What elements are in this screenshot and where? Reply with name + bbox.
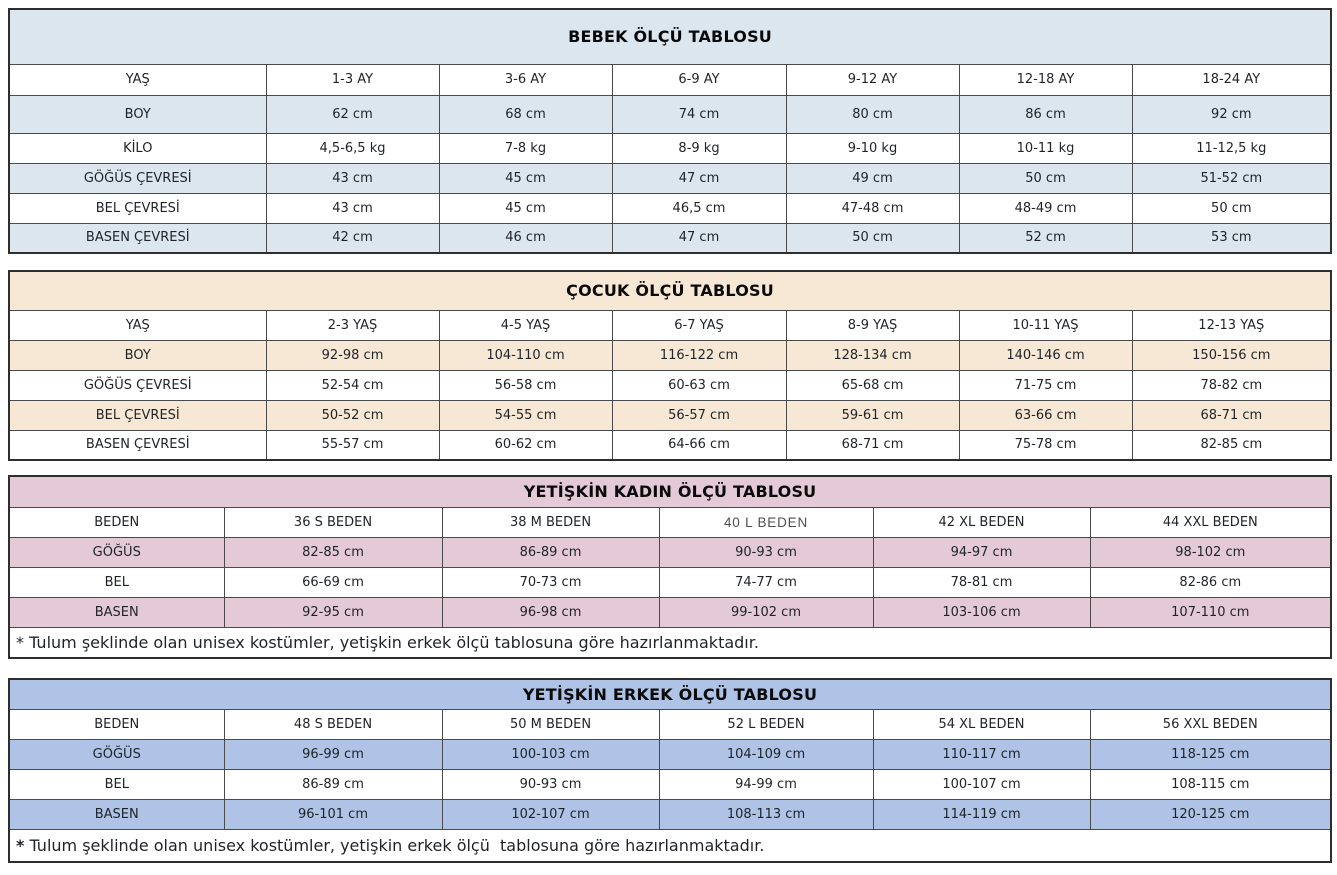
baby-size-table — [8, 8, 1332, 254]
header-value: 36 S BEDEN — [224, 507, 442, 537]
table-row — [9, 95, 1331, 133]
row-value: 150-156 cm — [1132, 340, 1331, 370]
table-row — [9, 537, 1331, 567]
row-label: GÖĞÜS — [9, 739, 224, 769]
row-value: 82-86 cm — [1090, 567, 1331, 597]
row-value: 45 cm — [439, 163, 612, 193]
header-value: 1-3 AY — [266, 64, 439, 95]
table-row — [9, 193, 1331, 223]
row-value: 10-11 kg — [959, 133, 1132, 163]
header-value: 4-5 YAŞ — [439, 310, 612, 340]
adult-women-size-table-title-row — [9, 476, 1331, 507]
header-value: 9-12 AY — [786, 64, 959, 95]
row-value: 92 cm — [1132, 95, 1331, 133]
row-value: 80 cm — [786, 95, 959, 133]
table-row — [9, 430, 1331, 460]
adult-men-size-table-header-row — [9, 709, 1331, 739]
footnote-asterisk: * — [16, 632, 24, 652]
header-value: 6-9 AY — [612, 64, 786, 95]
row-value: 9-10 kg — [786, 133, 959, 163]
row-value: 74-77 cm — [659, 567, 873, 597]
row-value: 86-89 cm — [224, 769, 442, 799]
row-value: 92-98 cm — [266, 340, 439, 370]
adult-women-size-table-header-row — [9, 507, 1331, 537]
table-title: BEBEK ÖLÇÜ TABLOSU — [9, 9, 1331, 64]
row-value: 49 cm — [786, 163, 959, 193]
row-value: 108-113 cm — [659, 799, 873, 829]
row-value: 50-52 cm — [266, 400, 439, 430]
row-value: 48-49 cm — [959, 193, 1132, 223]
row-value: 8-9 kg — [612, 133, 786, 163]
row-value: 110-117 cm — [873, 739, 1090, 769]
row-value: 108-115 cm — [1090, 769, 1331, 799]
row-value: 55-57 cm — [266, 430, 439, 460]
row-value: 103-106 cm — [873, 597, 1090, 627]
row-label: BASEN — [9, 799, 224, 829]
row-value: 120-125 cm — [1090, 799, 1331, 829]
row-label: GÖĞÜS — [9, 537, 224, 567]
row-value: 70-73 cm — [442, 567, 659, 597]
header-value: 12-18 AY — [959, 64, 1132, 95]
child-size-table-header-row — [9, 310, 1331, 340]
child-size-table-title-row — [9, 271, 1331, 310]
row-value: 51-52 cm — [1132, 163, 1331, 193]
table-title: YETİŞKİN ERKEK ÖLÇÜ TABLOSU — [9, 679, 1331, 709]
header-value: 56 XXL BEDEN — [1090, 709, 1331, 739]
row-value: 107-110 cm — [1090, 597, 1331, 627]
row-value: 60-62 cm — [439, 430, 612, 460]
row-label: BOY — [9, 340, 266, 370]
table-row — [9, 799, 1331, 829]
row-value: 116-122 cm — [612, 340, 786, 370]
adult-men-size-table — [8, 678, 1332, 863]
table-row — [9, 597, 1331, 627]
row-value: 68 cm — [439, 95, 612, 133]
size-tables-page — [8, 8, 1330, 863]
adult-men-size-table-title-row — [9, 679, 1331, 709]
row-value: 52-54 cm — [266, 370, 439, 400]
row-value: 99-102 cm — [659, 597, 873, 627]
row-value: 4,5-6,5 kg — [266, 133, 439, 163]
row-value: 63-66 cm — [959, 400, 1132, 430]
footnote — [9, 627, 1331, 658]
row-value: 66-69 cm — [224, 567, 442, 597]
header-value: 8-9 YAŞ — [786, 310, 959, 340]
row-label: BASEN ÇEVRESİ — [9, 223, 266, 253]
row-value: 96-99 cm — [224, 739, 442, 769]
row-value: 114-119 cm — [873, 799, 1090, 829]
row-value: 11-12,5 kg — [1132, 133, 1331, 163]
row-value: 53 cm — [1132, 223, 1331, 253]
table-row — [9, 739, 1331, 769]
row-value: 100-103 cm — [442, 739, 659, 769]
row-value: 96-101 cm — [224, 799, 442, 829]
row-value: 86 cm — [959, 95, 1132, 133]
child-size-table — [8, 270, 1332, 461]
row-label: GÖĞÜS ÇEVRESİ — [9, 163, 266, 193]
row-label: BEL ÇEVRESİ — [9, 193, 266, 223]
header-value: 6-7 YAŞ — [612, 310, 786, 340]
row-value: 82-85 cm — [1132, 430, 1331, 460]
row-label: BEL ÇEVRESİ — [9, 400, 266, 430]
row-value: 54-55 cm — [439, 400, 612, 430]
row-value: 75-78 cm — [959, 430, 1132, 460]
row-value: 45 cm — [439, 193, 612, 223]
row-value: 71-75 cm — [959, 370, 1132, 400]
header-value: 2-3 YAŞ — [266, 310, 439, 340]
row-value: 64-66 cm — [612, 430, 786, 460]
row-label: BEL — [9, 769, 224, 799]
row-value: 50 cm — [959, 163, 1132, 193]
table-title: ÇOCUK ÖLÇÜ TABLOSU — [9, 271, 1331, 310]
table-row — [9, 769, 1331, 799]
table-title: YETİŞKİN KADIN ÖLÇÜ TABLOSU — [9, 476, 1331, 507]
table-row — [9, 340, 1331, 370]
table-row — [9, 163, 1331, 193]
row-value: 94-97 cm — [873, 537, 1090, 567]
table-row — [9, 223, 1331, 253]
header-value: 40 L BEDEN — [659, 507, 873, 537]
row-value: 98-102 cm — [1090, 537, 1331, 567]
adult-women-size-table — [8, 475, 1332, 659]
row-value: 140-146 cm — [959, 340, 1132, 370]
row-label: BEL — [9, 567, 224, 597]
footnote-text: Tulum şeklinde olan unisex kostümler, yetişkin erkek ölçü tablosuna göre hazırlanmaktadır. — [24, 835, 765, 855]
row-label: BASEN ÇEVRESİ — [9, 430, 266, 460]
row-value: 47 cm — [612, 223, 786, 253]
footnote-text: Tulum şeklinde olan unisex kostümler, yetişkin erkek ölçü tablosuna göre hazırlanmaktadır. — [24, 632, 759, 652]
row-value: 78-82 cm — [1132, 370, 1331, 400]
baby-size-table-header-row — [9, 64, 1331, 95]
table-row — [9, 370, 1331, 400]
row-value: 43 cm — [266, 193, 439, 223]
row-value: 128-134 cm — [786, 340, 959, 370]
header-value: 48 S BEDEN — [224, 709, 442, 739]
header-value: 42 XL BEDEN — [873, 507, 1090, 537]
row-value: 47-48 cm — [786, 193, 959, 223]
row-value: 96-98 cm — [442, 597, 659, 627]
row-value: 62 cm — [266, 95, 439, 133]
row-value: 104-110 cm — [439, 340, 612, 370]
header-label: BEDEN — [9, 507, 224, 537]
header-value: 12-13 YAŞ — [1132, 310, 1331, 340]
row-value: 50 cm — [1132, 193, 1331, 223]
row-value: 46 cm — [439, 223, 612, 253]
row-value: 43 cm — [266, 163, 439, 193]
header-value: 52 L BEDEN — [659, 709, 873, 739]
baby-size-table-title-row — [9, 9, 1331, 64]
header-label: YAŞ — [9, 310, 266, 340]
header-label: BEDEN — [9, 709, 224, 739]
row-value: 50 cm — [786, 223, 959, 253]
adult-women-size-table-footnote-row — [9, 627, 1331, 658]
table-row — [9, 567, 1331, 597]
row-value: 82-85 cm — [224, 537, 442, 567]
table-row — [9, 133, 1331, 163]
row-label: BOY — [9, 95, 266, 133]
header-value: 50 M BEDEN — [442, 709, 659, 739]
row-value: 56-57 cm — [612, 400, 786, 430]
row-value: 90-93 cm — [659, 537, 873, 567]
row-value: 90-93 cm — [442, 769, 659, 799]
header-label: YAŞ — [9, 64, 266, 95]
adult-men-size-table-footnote-row — [9, 829, 1331, 862]
row-value: 102-107 cm — [442, 799, 659, 829]
row-value: 56-58 cm — [439, 370, 612, 400]
row-value: 74 cm — [612, 95, 786, 133]
row-value: 47 cm — [612, 163, 786, 193]
row-value: 60-63 cm — [612, 370, 786, 400]
row-label: BASEN — [9, 597, 224, 627]
row-value: 104-109 cm — [659, 739, 873, 769]
header-value: 18-24 AY — [1132, 64, 1331, 95]
row-value: 59-61 cm — [786, 400, 959, 430]
row-value: 42 cm — [266, 223, 439, 253]
row-value: 7-8 kg — [439, 133, 612, 163]
row-value: 92-95 cm — [224, 597, 442, 627]
row-value: 68-71 cm — [786, 430, 959, 460]
row-value: 94-99 cm — [659, 769, 873, 799]
row-value: 65-68 cm — [786, 370, 959, 400]
row-value: 86-89 cm — [442, 537, 659, 567]
row-value: 68-71 cm — [1132, 400, 1331, 430]
header-value: 38 M BEDEN — [442, 507, 659, 537]
header-value: 10-11 YAŞ — [959, 310, 1132, 340]
table-row — [9, 400, 1331, 430]
row-label: KİLO — [9, 133, 266, 163]
row-label: GÖĞÜS ÇEVRESİ — [9, 370, 266, 400]
header-value: 3-6 AY — [439, 64, 612, 95]
row-value: 118-125 cm — [1090, 739, 1331, 769]
row-value: 46,5 cm — [612, 193, 786, 223]
footnote — [9, 829, 1331, 862]
header-value: 54 XL BEDEN — [873, 709, 1090, 739]
row-value: 78-81 cm — [873, 567, 1090, 597]
row-value: 52 cm — [959, 223, 1132, 253]
row-value: 100-107 cm — [873, 769, 1090, 799]
footnote-asterisk: * — [16, 835, 25, 855]
header-value: 44 XXL BEDEN — [1090, 507, 1331, 537]
